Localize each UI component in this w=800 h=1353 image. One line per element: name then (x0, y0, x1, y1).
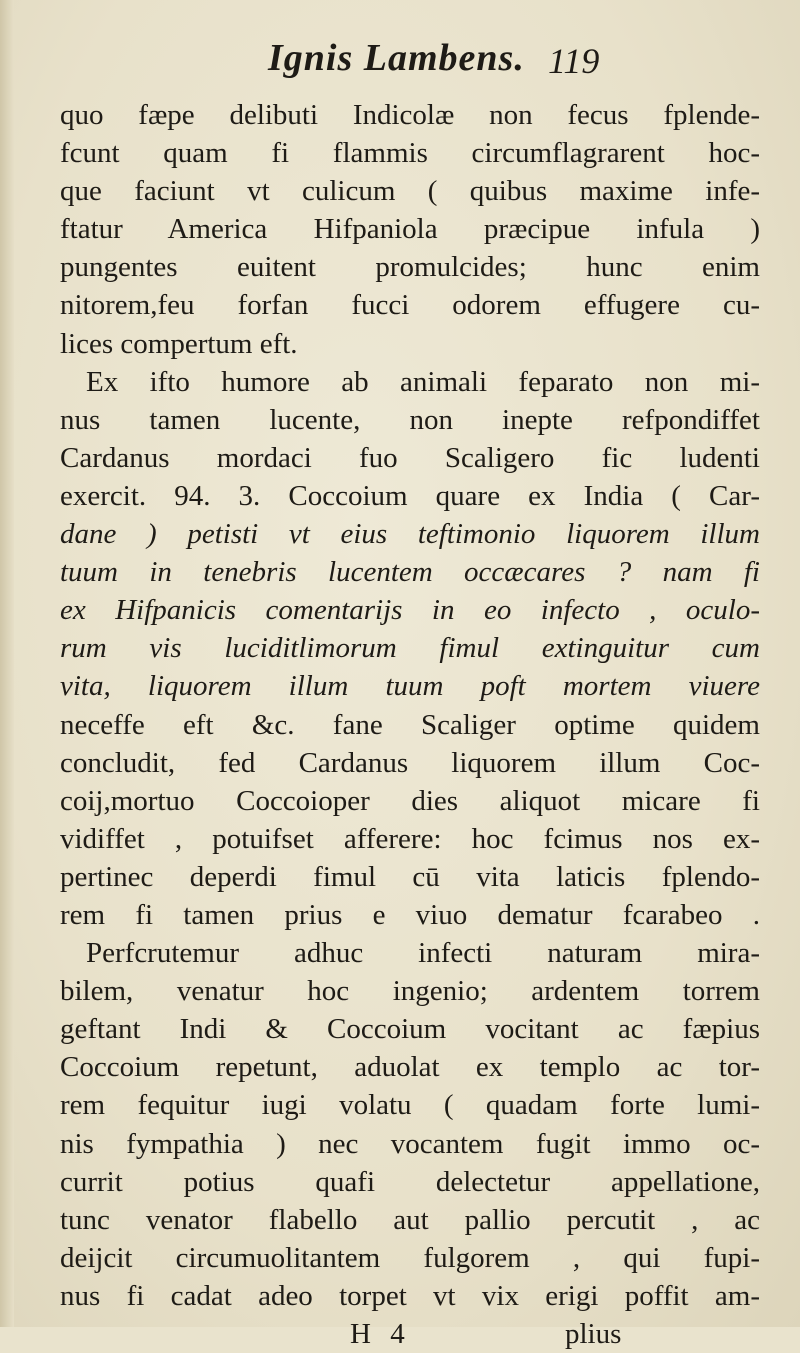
text-line: ftatur America Hifpaniola præcipue infula ) (60, 213, 760, 246)
body-text (60, 96, 760, 1353)
text-line: pungentes euitent promulcides; hunc enim (60, 251, 760, 284)
text-line: vidiffet , potuifset afferere: hoc fcimus nos ex- (60, 822, 760, 855)
text-line: pertinec deperdi fimul cū vita laticis fplendo- (60, 860, 760, 893)
page-gutter (0, 0, 14, 1327)
text-line: dane ) petisti vt eius teftimonio liquorem illum (60, 518, 760, 551)
text-line: nus fi cadat adeo torpet vt vix erigi poffit am- (60, 1279, 760, 1312)
text-line: nitorem,feu forfan fucci odorem effugere cu- (60, 289, 760, 322)
page-number: 119 (548, 41, 600, 81)
text-line: coij,mortuo Coccoioper dies aliquot micare fi (60, 784, 760, 817)
catchword: plius (565, 1318, 622, 1350)
text-line: quo fæpe delibuti Indicolæ non fecus fplende- (60, 99, 760, 131)
text-line: tunc venator flabello aut pallio percutit , ac (60, 1203, 760, 1236)
text-line: concludit, fed Cardanus liquorem illum Coc- (60, 746, 760, 779)
page-header (0, 36, 800, 86)
text-line: rem fequitur iugi volatu ( quadam forte lumi- (60, 1089, 760, 1122)
signature-mark: H 4 (350, 1318, 411, 1350)
text-line: bilem, venatur hoc ingenio; ardentem torrem (60, 975, 760, 1008)
text-line: neceffe eft &c. fane Scaliger optime quidem (60, 708, 760, 741)
text-line: exercit. 94. 3. Coccoium quare ex India ( Car- (60, 479, 760, 512)
text-line: nis fympathia ) nec vocantem fugit immo oc- (60, 1127, 760, 1160)
text-line: Cardanus mordaci fuo Scaligero fic ludenti (60, 441, 760, 474)
text-line: currit potius quafi delectetur appellatione, (60, 1165, 760, 1198)
text-line: tuum in tenebris lucentem occæcares ? nam fi (60, 556, 760, 589)
text-line: vita, liquorem illum tuum poft mortem viuere (60, 670, 760, 703)
text-line: Ex ifto humore ab animali feparato non mi- (86, 365, 760, 398)
running-head: Ignis Lambens. (268, 37, 525, 79)
text-line: rum vis luciditlimorum fimul extinguitur cum (60, 632, 760, 665)
page-footer (60, 1315, 760, 1353)
text-line: nus tamen lucente, non inepte refpondiffet (60, 403, 760, 436)
text-line: fcunt quam fi flammis circumflagrarent hoc- (60, 137, 760, 170)
text-line: geftant Indi & Coccoium vocitant ac fæpius (60, 1013, 760, 1046)
text-line: ex Hifpanicis comentarijs in eo infecto , oculo- (60, 594, 760, 627)
text-line: deijcit circumuolitantem fulgorem , qui fupi- (60, 1241, 760, 1274)
text-line: que faciunt vt culicum ( quibus maxime infe- (60, 175, 760, 208)
text-line: Perfcrutemur adhuc infecti naturam mira- (86, 937, 760, 970)
text-line: Coccoium repetunt, aduolat ex templo ac tor- (60, 1051, 760, 1084)
text-line: rem fi tamen prius e viuo dematur fcarabeo . (60, 898, 760, 931)
text-line: lices compertum eft. (60, 327, 298, 360)
